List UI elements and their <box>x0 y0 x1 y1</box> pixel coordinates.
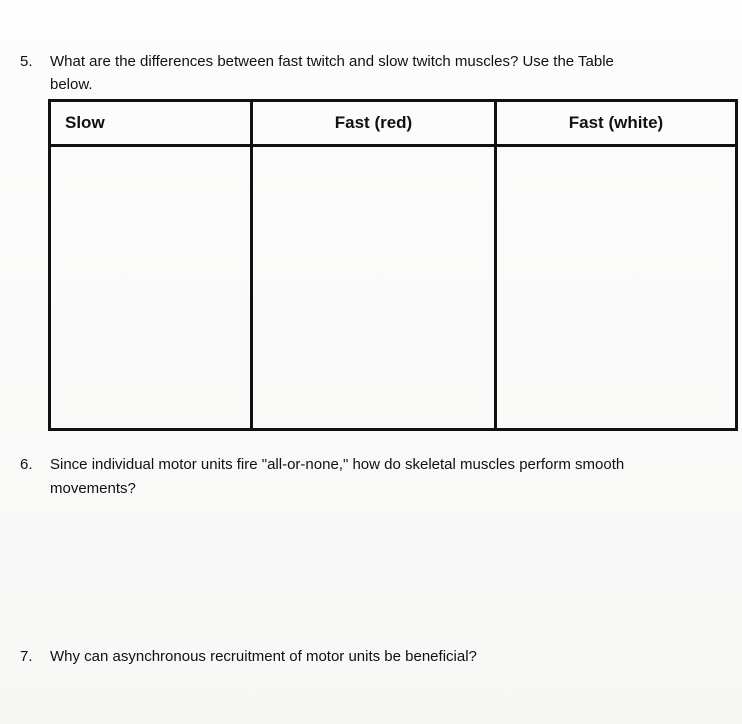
table-header-fast-white: Fast (white) <box>497 102 735 147</box>
table-cell-fast-red[interactable] <box>253 147 497 428</box>
question-text-line: movements? <box>50 480 136 497</box>
question-number: 5. <box>20 53 33 70</box>
table-cell-fast-white[interactable] <box>497 147 735 428</box>
question-text-line: What are the differences between fast twitch and slow twitch muscles? Use the Table <box>50 53 614 70</box>
comparison-table <box>48 99 738 431</box>
table-header-slow: Slow <box>51 102 253 147</box>
table-header-fast-red: Fast (red) <box>253 102 497 147</box>
question-number: 6. <box>20 456 33 473</box>
question-number: 7. <box>20 648 33 665</box>
question-text-line: Why can asynchronous recruitment of motor units be beneficial? <box>50 648 477 665</box>
question-text-line: Since individual motor units fire "all-or-none," how do skeletal muscles perform smooth <box>50 456 625 473</box>
question-6 <box>20 453 735 501</box>
table-cell-slow[interactable] <box>51 147 253 428</box>
question-7 <box>20 645 720 669</box>
question-text-line: below. <box>50 76 93 93</box>
question-5 <box>20 50 720 98</box>
